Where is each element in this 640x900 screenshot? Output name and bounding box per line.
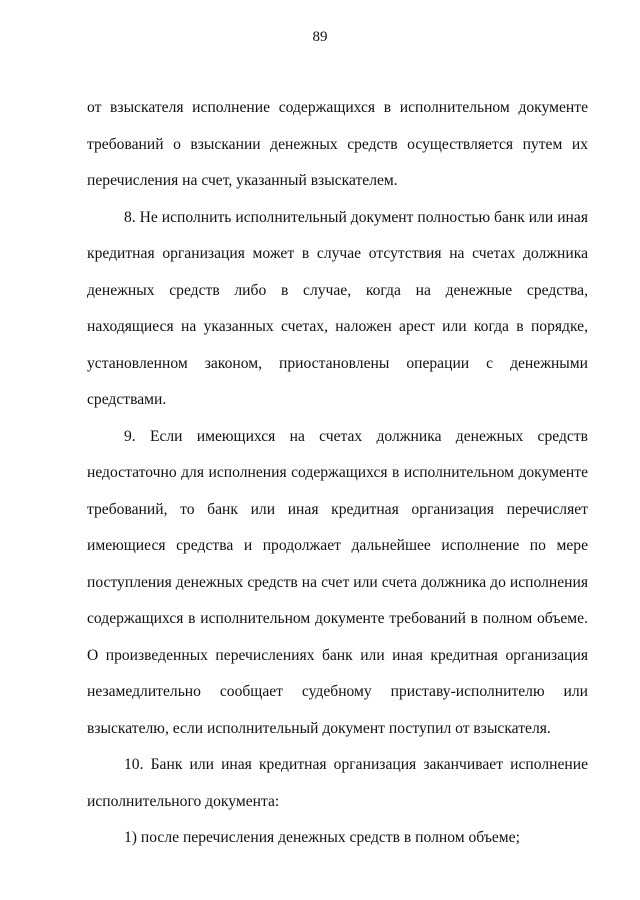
page-number: 89 bbox=[312, 29, 328, 45]
paragraph-item-10: 10. Банк или иная кредитная организация заканчивает исполнение исполнительного документа: bbox=[87, 756, 588, 810]
paragraph-item-9: 9. Если имеющихся на счетах должника денежных средств недостаточно для исполнения содержащихся в исполнительном документе требований, то банк или иная кредитная организация перечисляет имеющиеся средства и продолжает дальнейшее исполнение по мере поступления денежных средств на счет или счета должника до исполнения содержащихся в исполнительном документе требований в полном объеме. О произведенных перечислениях банк или иная кредитная организация незамедлительно сообщает судебному приставу-исполнителю или взыскателю, если исполнительный документ поступил от взыскателя. bbox=[87, 427, 588, 737]
paragraph-item-8: 8. Не исполнить исполнительный документ полностью банк или иная кредитная организация может в случае отсутствия на счетах должника денежных средств либо в случае, когда на денежные средства, находящиеся на указанных счетах, наложен арест или когда в порядке, установленном законом, приостановлены операции с денежными средствами. bbox=[87, 208, 588, 408]
document-body bbox=[87, 90, 588, 857]
paragraph-subitem-1: 1) после перечисления денежных средств в полном объеме; bbox=[124, 829, 520, 846]
paragraph-continuation: от взыскателя исполнение содержащихся в исполнительном документе требований о взыскании денежных средств осуществляется путем их перечисления на счет, указанный взыскателем. bbox=[87, 99, 588, 189]
